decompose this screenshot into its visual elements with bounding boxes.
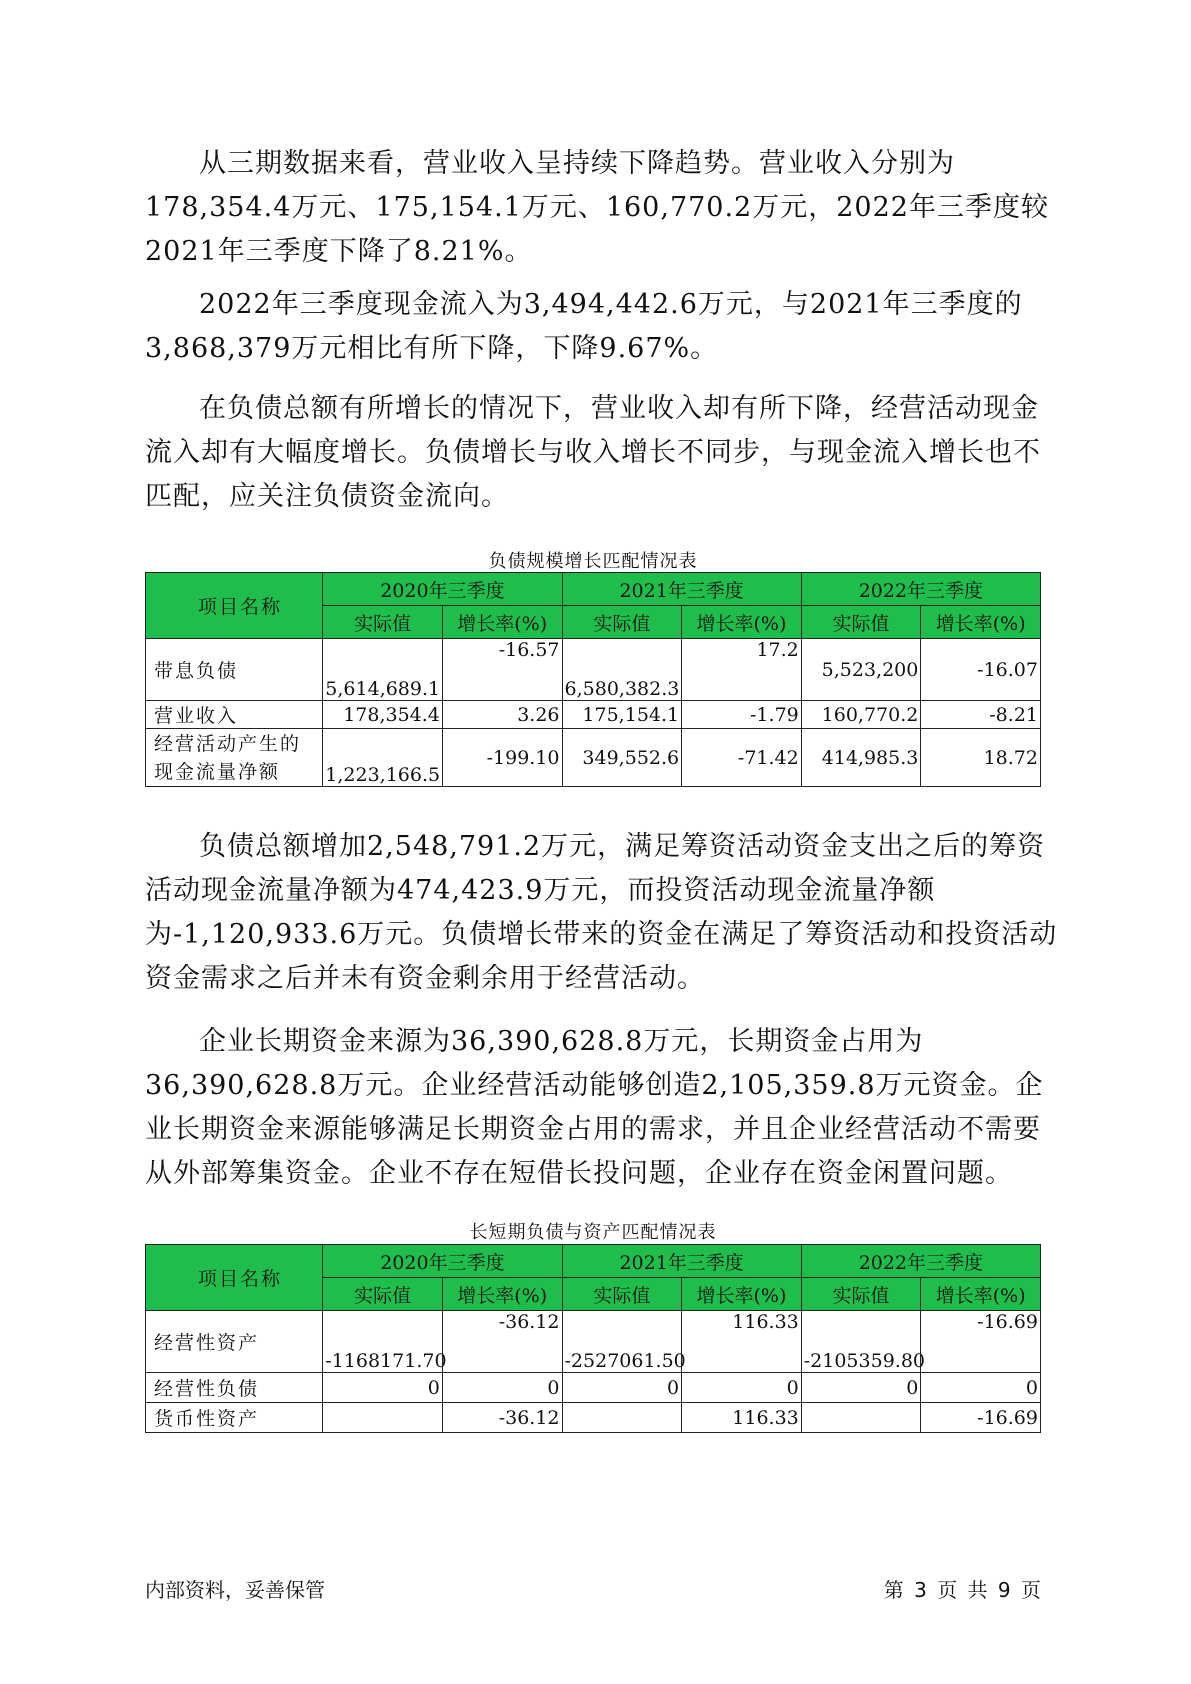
header-period-2020: 2020年三季度 xyxy=(323,573,562,606)
row-name: 经营性资产 xyxy=(146,1311,323,1373)
table-row xyxy=(146,729,1041,787)
cell: -2105359.80 xyxy=(801,1311,921,1373)
table-row xyxy=(146,1373,1041,1403)
cell: 160,770.2 xyxy=(801,701,921,729)
cell: 17.2 xyxy=(682,639,802,701)
cell: -1.79 xyxy=(682,701,802,729)
header-growth: 增长率(%) xyxy=(921,606,1041,639)
cell: -16.57 xyxy=(442,639,562,701)
header-period-2022: 2022年三季度 xyxy=(801,1245,1040,1278)
cell: -36.12 xyxy=(442,1403,562,1433)
header-period-2021: 2021年三季度 xyxy=(562,1245,801,1278)
header-period-2021: 2021年三季度 xyxy=(562,573,801,606)
header-actual: 实际值 xyxy=(801,1278,921,1311)
header-period-2022: 2022年三季度 xyxy=(801,573,1040,606)
row-name: 营业收入 xyxy=(146,701,323,729)
header-actual: 实际值 xyxy=(801,606,921,639)
cell: 3.26 xyxy=(442,701,562,729)
footer-confidential-note: 内部资料，妥善保管 xyxy=(145,1578,325,1602)
table-row xyxy=(146,639,1041,701)
table-long-short-debt-asset-match xyxy=(145,1244,1041,1433)
paragraph-1: 从三期数据来看，营业收入呈持续下降趋势。营业收入分别为178,354.4万元、175,154.1万元、160,770.2万元，2022年三季度较2021年三季度下降了8.21%。 xyxy=(145,148,1049,267)
header-actual: 实际值 xyxy=(562,1278,682,1311)
row-name: 货币性资产 xyxy=(146,1403,323,1433)
paragraph-3: 在负债总额有所增长的情况下，营业收入却有所下降，经营活动现金流入却有大幅度增长。负债增长与收入增长不同步，与现金流入增长也不匹配，应关注负债资金流向。 xyxy=(145,393,1041,512)
table-row xyxy=(146,1311,1041,1373)
row-name: 经营活动产生的现金流量净额 xyxy=(146,729,323,787)
table1-caption: 负债规模增长匹配情况表 xyxy=(488,551,698,572)
cell: 175,154.1 xyxy=(562,701,682,729)
row-name: 带息负债 xyxy=(146,639,323,701)
cell: 18.72 xyxy=(921,729,1041,787)
cell xyxy=(562,1403,682,1433)
cell: -36.12 xyxy=(442,1311,562,1373)
header-actual: 实际值 xyxy=(562,606,682,639)
cell: 0 xyxy=(323,1373,443,1403)
row-name: 经营性负债 xyxy=(146,1373,323,1403)
cell: 414,985.3 xyxy=(801,729,921,787)
header-growth: 增长率(%) xyxy=(682,1278,802,1311)
cell: -16.69 xyxy=(921,1311,1041,1373)
cell: 178,354.4 xyxy=(323,701,443,729)
cell: 0 xyxy=(442,1373,562,1403)
cell: 1,223,166.5 xyxy=(323,729,443,787)
cell: -16.69 xyxy=(921,1403,1041,1433)
table-row xyxy=(146,701,1041,729)
cell: -71.42 xyxy=(682,729,802,787)
cell: 0 xyxy=(801,1373,921,1403)
cell: 349,552.6 xyxy=(562,729,682,787)
cell xyxy=(801,1403,921,1433)
cell: 0 xyxy=(682,1373,802,1403)
header-actual: 实际值 xyxy=(323,1278,443,1311)
table-row xyxy=(146,1403,1041,1433)
cell: 116.33 xyxy=(682,1311,802,1373)
header-growth: 增长率(%) xyxy=(442,606,562,639)
cell: 0 xyxy=(921,1373,1041,1403)
cell: -2527061.50 xyxy=(562,1311,682,1373)
cell: 6,580,382.3 xyxy=(562,639,682,701)
cell: -16.07 xyxy=(921,639,1041,701)
header-actual: 实际值 xyxy=(323,606,443,639)
cell: -1168171.70 xyxy=(323,1311,443,1373)
cell xyxy=(323,1403,443,1433)
header-growth: 增长率(%) xyxy=(442,1278,562,1311)
header-growth: 增长率(%) xyxy=(682,606,802,639)
paragraph-5: 企业长期资金来源为36,390,628.8万元，长期资金占用为36,390,628.8万元。企业经营活动能够创造2,105,359.8万元资金。企业长期资金来源能够满足长期资金占用的需求，并且企业经营活动不需要从外部筹集资金。企业不存在短借长投问题，企业存在资金闲置问题。 xyxy=(145,1026,1044,1189)
cell: 5,523,200 xyxy=(801,639,921,701)
header-period-2020: 2020年三季度 xyxy=(323,1245,562,1278)
footer-page-number: 第 3 页 共 9 页 xyxy=(883,1578,1041,1602)
cell: 5,614,689.1 xyxy=(323,639,443,701)
cell: 116.33 xyxy=(682,1403,802,1433)
table2-caption: 长短期负债与资产匹配情况表 xyxy=(469,1222,717,1243)
table-debt-scale-match xyxy=(145,572,1041,787)
paragraph-2: 2022年三季度现金流入为3,494,442.6万元，与2021年三季度的3,868,379万元相比有所下降，下降9.67%。 xyxy=(145,289,1023,364)
header-item-name: 项目名称 xyxy=(146,1245,323,1311)
cell: -8.21 xyxy=(921,701,1041,729)
header-item-name: 项目名称 xyxy=(146,573,323,639)
paragraph-4: 负债总额增加2,548,791.2万元，满足筹资活动资金支出之后的筹资活动现金流量净额为474,423.9万元，而投资活动现金流量净额为-1,120,933.6万元。负债增长带来的资金在满足了筹资活动和投资活动资金需求之后并未有资金剩余用于经营活动。 xyxy=(145,831,1058,994)
cell: 0 xyxy=(562,1373,682,1403)
header-growth: 增长率(%) xyxy=(921,1278,1041,1311)
cell: -199.10 xyxy=(442,729,562,787)
